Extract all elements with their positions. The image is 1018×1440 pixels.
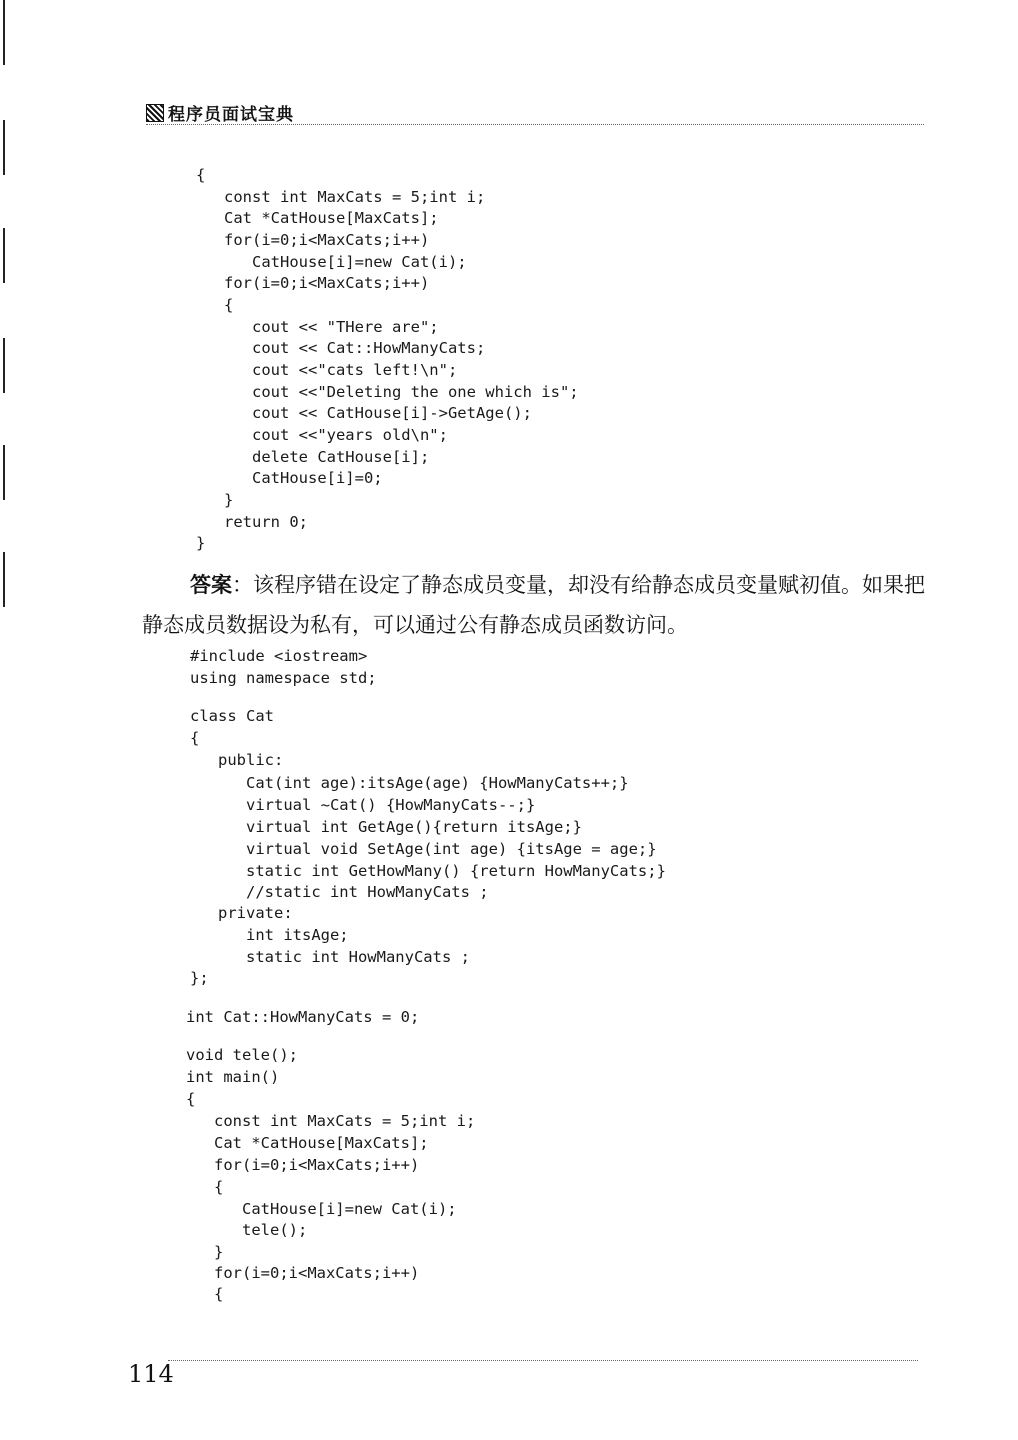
code-line: { (196, 296, 234, 314)
code-line: virtual ~Cat() {HowManyCats--;} (190, 796, 536, 814)
code-line: { (186, 1090, 196, 1108)
code-line: { (196, 166, 206, 184)
code-line: static int HowManyCats ; (190, 948, 470, 966)
answer-text: ：该程序错在设定了静态成员变量，却没有给静态成员变量赋初值。如果把静态成员数据设为私有，可以通过公有静态成员函数访问。 (142, 573, 925, 637)
code-line: } (186, 1243, 224, 1261)
code-line: Cat(int age):itsAge(age) {HowManyCats++;} (190, 774, 629, 792)
code-line: cout << "THere are"; (196, 318, 439, 336)
code-line: int Cat::HowManyCats = 0; (186, 1008, 420, 1026)
code-line: public: (190, 751, 284, 769)
code-line: #include <iostream> (190, 647, 368, 665)
footer-rule (168, 1360, 918, 1361)
page-number: 114 (128, 1360, 174, 1388)
book-logo-icon (146, 104, 164, 122)
code-line: Cat *CatHouse[MaxCats]; (186, 1134, 429, 1152)
binding-mark (3, 338, 5, 393)
code-line: using namespace std; (190, 669, 377, 687)
code-line: } (196, 534, 206, 552)
binding-mark (3, 552, 5, 607)
binding-mark (3, 228, 5, 283)
code-line: virtual int GetAge(){return itsAge;} (190, 818, 582, 836)
running-header (146, 100, 294, 125)
code-line: for(i=0;i<MaxCats;i++) (186, 1264, 420, 1282)
code-line: { (186, 1178, 224, 1196)
binding-mark (3, 0, 5, 65)
code-line: const int MaxCats = 5;int i; (196, 188, 486, 206)
code-line: cout << Cat::HowManyCats; (196, 339, 486, 357)
code-line: static int GetHowMany() {return HowManyCats;} (190, 862, 666, 880)
code-line: class Cat (190, 707, 274, 725)
header-title: 程序员面试宝典 (168, 105, 294, 125)
code-line: CatHouse[i]=new Cat(i); (186, 1200, 457, 1218)
code-line: CatHouse[i]=0; (196, 469, 383, 487)
code-line: for(i=0;i<MaxCats;i++) (196, 274, 430, 292)
code-line: int main() (186, 1068, 280, 1086)
answer-paragraph (142, 565, 942, 645)
code-line: tele(); (186, 1221, 308, 1239)
code-line: { (190, 729, 200, 747)
code-line: cout << CatHouse[i]->GetAge(); (196, 404, 532, 422)
code-line: { (186, 1285, 224, 1303)
code-line: for(i=0;i<MaxCats;i++) (186, 1156, 420, 1174)
code-line: cout <<"Deleting the one which is"; (196, 383, 579, 401)
code-line: } (196, 491, 234, 509)
code-line: void tele(); (186, 1046, 298, 1064)
code-line: virtual void SetAge(int age) {itsAge = age;} (190, 840, 657, 858)
answer-label: 答案 (190, 572, 232, 597)
code-line: cout <<"years old\n"; (196, 426, 448, 444)
code-line: }; (190, 969, 209, 987)
header-rule (146, 124, 924, 125)
code-line: delete CatHouse[i]; (196, 448, 430, 466)
binding-mark (3, 120, 5, 175)
code-line: private: (190, 904, 293, 922)
code-line: Cat *CatHouse[MaxCats]; (196, 209, 439, 227)
code-line: for(i=0;i<MaxCats;i++) (196, 231, 430, 249)
code-line: const int MaxCats = 5;int i; (186, 1112, 476, 1130)
code-line: int itsAge; (190, 926, 349, 944)
code-line: cout <<"cats left!\n"; (196, 361, 458, 379)
code-line: return 0; (196, 513, 308, 531)
code-line: //static int HowManyCats ; (190, 883, 489, 901)
code-line: CatHouse[i]=new Cat(i); (196, 253, 467, 271)
binding-mark (3, 445, 5, 500)
